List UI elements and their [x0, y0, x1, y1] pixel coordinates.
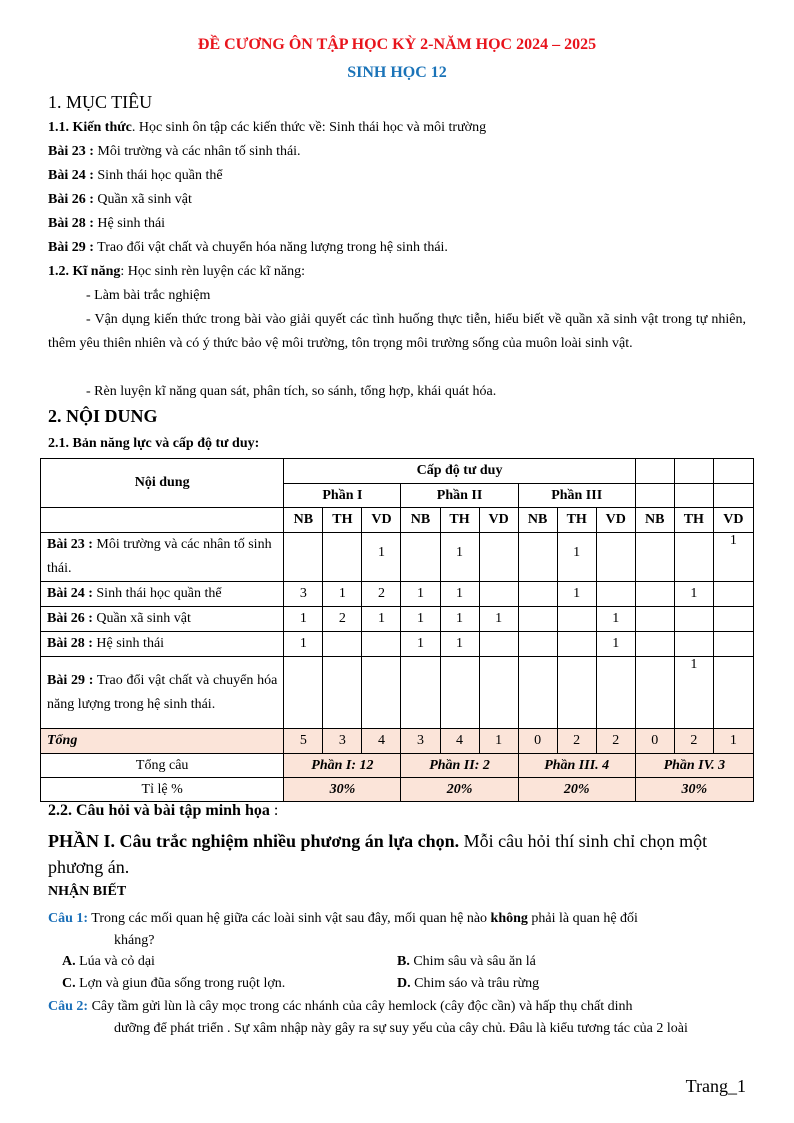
question-text: phải là quan hệ đối [527, 911, 638, 926]
total-cell: 2 [596, 729, 635, 754]
part-title: PHẦN I. Câu trắc nghiệm nhiều phương án lựa chọn. [48, 831, 460, 851]
total-cell: 3 [323, 729, 362, 754]
question-text: Trong các mối quan hệ giữa các loài sinh vật sau đây, mối quan hệ nào [88, 911, 491, 926]
table-cell: 3 [284, 582, 323, 607]
total-cell: 1 [713, 729, 753, 754]
lesson-text: Hệ sinh thái [93, 216, 166, 231]
document-title: ĐỀ CƯƠNG ÔN TẬP HỌC KỲ 2-NĂM HỌC 2024 – 2025 [197, 36, 597, 53]
level-header: NB [518, 508, 557, 533]
option-c[interactable] [62, 976, 285, 992]
table-cell: 1 [713, 533, 753, 582]
part-count: Phần I: 12 [284, 754, 401, 778]
table-cell [713, 632, 753, 657]
total-label: Tổng [41, 729, 284, 754]
lesson-text: Sinh thái học quần thể [93, 168, 223, 183]
skill-item: - Vận dụng kiến thức trong bài vào giải quyết các tình huống thực tiễn, hiểu biết về quần xã sinh vật trong tự nhiên, thêm yêu thiên nhiên và có ý thức bảo vệ môi trường, tôn trọng môi trường sống của muôn loài sinh vật. [48, 312, 746, 351]
lesson-label: Bài 28 : [48, 216, 94, 231]
skills-line [48, 264, 305, 280]
section-1-heading: 1. MỤC TIÊU [48, 92, 153, 112]
table-cell [674, 607, 713, 632]
question-number: Câu 1: [48, 911, 89, 926]
lesson-line [48, 192, 192, 208]
level-label: NHẬN BIẾT [48, 884, 127, 899]
table-cell: 1 [401, 632, 440, 657]
question-number: Câu 2: [48, 999, 89, 1014]
table-cell [362, 657, 401, 729]
table-cell: 2 [323, 607, 362, 632]
table-cell: 1 [362, 533, 401, 582]
lesson-label: Bài 28 : [47, 636, 93, 651]
header-content: Nội dung [41, 459, 284, 508]
count-label: Tổng câu [41, 754, 284, 778]
part-count: Phần III. 4 [518, 754, 635, 778]
table-cell: 1 [557, 582, 596, 607]
table-cell [518, 533, 557, 582]
lesson-line [48, 168, 223, 184]
table-cell [41, 508, 284, 533]
lesson-label: Bài 24 : [47, 586, 93, 601]
table-cell: 1 [401, 582, 440, 607]
part-instruction: Mỗi câu hỏi thí sinh chỉ chọn một phương án. [48, 831, 708, 877]
table-cell: 1 [596, 607, 635, 632]
table-cell: 1 [596, 632, 635, 657]
part-ratio: 30% [635, 778, 753, 802]
lesson-label: Bài 24 : [48, 168, 94, 183]
total-cell: 1 [479, 729, 518, 754]
table-cell [674, 632, 713, 657]
table-cell: 1 [557, 533, 596, 582]
table-cell: 1 [479, 607, 518, 632]
lesson-label: Bài 29 : [47, 672, 94, 688]
table-cell [674, 459, 713, 484]
question-continuation: kháng? [114, 933, 155, 948]
total-cell: 2 [674, 729, 713, 754]
knowledge-text: . Học sinh ôn tập các kiến thức về: Sinh thái học và môi trường [131, 120, 487, 135]
header-part: Phần III [518, 484, 635, 508]
total-cell: 4 [362, 729, 401, 754]
table-cell [713, 459, 753, 484]
skills-text: : Học sinh rèn luyện các kĩ năng: [120, 264, 306, 279]
table-cell: 1 [440, 607, 479, 632]
table-cell [713, 582, 753, 607]
option-text: Chim sâu và sâu ăn lá [409, 954, 536, 969]
header-part: Phần I [284, 484, 401, 508]
table-cell [596, 657, 635, 729]
option-d[interactable] [397, 976, 539, 992]
table-cell [401, 657, 440, 729]
level-header: TH [440, 508, 479, 533]
lesson-text: Môi trường và các nhân tố sinh thái. [47, 537, 272, 576]
knowledge-line [48, 120, 486, 136]
section-2-heading: 2. NỘI DUNG [48, 406, 158, 426]
table-cell [479, 657, 518, 729]
table-cell [557, 607, 596, 632]
table-cell [323, 657, 362, 729]
table-cell [674, 533, 713, 582]
part-ratio: 30% [284, 778, 401, 802]
lesson-line [48, 216, 165, 232]
option-text: Lúa và cỏ dại [75, 954, 155, 969]
lesson-label: Bài 23 : [48, 144, 94, 159]
question-text: Cây tầm gửi lùn là cây mọc trong các nhánh của cây hemlock (cây độc cần) và hấp thụ chất dinh [88, 999, 633, 1014]
table-cell: 1 [284, 632, 323, 657]
lesson-label: Bài 23 : [47, 537, 93, 552]
lesson-label: Bài 29 : [48, 240, 94, 255]
table-cell: 2 [362, 582, 401, 607]
table-cell [635, 459, 674, 484]
skills-label: 1.2. Kĩ năng [48, 264, 121, 279]
lesson-text: Môi trường và các nhân tố sinh thái. [93, 144, 301, 159]
level-header: VD [713, 508, 753, 533]
level-header: NB [401, 508, 440, 533]
row-label [41, 582, 284, 607]
table-cell [713, 484, 753, 508]
option-text: Chim sáo và trâu rừng [410, 976, 540, 991]
table-cell: 1 [323, 582, 362, 607]
part-ratio: 20% [518, 778, 635, 802]
table-cell [518, 632, 557, 657]
table-cell: 1 [284, 607, 323, 632]
option-b[interactable] [397, 954, 536, 970]
lesson-text: Trao đổi vật chất và chuyển hóa năng lượng trong hệ sinh thái. [47, 672, 278, 712]
row-label [41, 632, 284, 657]
table-cell [635, 607, 674, 632]
level-header: NB [635, 508, 674, 533]
table-cell: 1 [440, 582, 479, 607]
table-cell [635, 582, 674, 607]
competency-table [40, 458, 754, 802]
table-cell [440, 657, 479, 729]
question-1 [48, 908, 746, 952]
option-text: Lợn và giun đũa sống trong ruột lợn. [75, 976, 286, 991]
total-cell: 3 [401, 729, 440, 754]
header-level: Cấp độ tư duy [284, 459, 635, 484]
table-cell [635, 632, 674, 657]
option-key: B. [397, 954, 410, 969]
lesson-label: Bài 26 : [48, 192, 94, 207]
total-cell: 2 [557, 729, 596, 754]
header-part: Phần II [401, 484, 518, 508]
level-header: NB [284, 508, 323, 533]
lesson-text: Quần xã sinh vật [93, 192, 192, 207]
table-cell [713, 657, 753, 729]
question-2 [48, 996, 746, 1040]
table-cell: 1 [362, 607, 401, 632]
table-cell: 1 [674, 657, 713, 729]
part-count: Phần IV. 3 [635, 754, 753, 778]
level-header: TH [674, 508, 713, 533]
total-cell: 5 [284, 729, 323, 754]
table-cell [635, 484, 674, 508]
table-cell [518, 582, 557, 607]
table-cell [284, 533, 323, 582]
option-a[interactable] [62, 954, 155, 970]
table-cell [557, 657, 596, 729]
lesson-text: Trao đổi vật chất và chuyển hóa năng lượng trong hệ sinh thái. [93, 240, 448, 255]
section-2-2-heading [48, 802, 278, 820]
page-number: Trang_1 [685, 1076, 746, 1096]
table-cell [518, 607, 557, 632]
table-cell: 1 [401, 607, 440, 632]
table-cell [557, 632, 596, 657]
table-cell: 1 [674, 582, 713, 607]
row-label [41, 533, 284, 582]
table-cell [362, 632, 401, 657]
part-1-heading [48, 828, 746, 880]
table-cell [596, 582, 635, 607]
table-cell [518, 657, 557, 729]
table-cell [635, 657, 674, 729]
table-cell: 1 [440, 533, 479, 582]
subsection-suffix: : [269, 802, 279, 819]
total-cell: 0 [635, 729, 674, 754]
question-continuation: dưỡng để phát triển . Sự xâm nhập này gây ra sự suy yếu của cây chủ. Đâu là kiểu tương tác của 2 loài [114, 1021, 688, 1036]
knowledge-label: 1.1. Kiến thức [48, 120, 132, 135]
lesson-text: Sinh thái học quần thể [92, 586, 222, 601]
document-subject: SINH HỌC 12 [347, 64, 447, 81]
ratio-label: Tỉ lệ % [41, 778, 284, 802]
skill-item: - Rèn luyện kĩ năng quan sát, phân tích, so sánh, tổng hợp, khái quát hóa. [86, 384, 497, 399]
level-header: VD [596, 508, 635, 533]
row-label [41, 657, 284, 729]
level-header: TH [323, 508, 362, 533]
total-cell: 0 [518, 729, 557, 754]
total-cell: 4 [440, 729, 479, 754]
row-label [41, 607, 284, 632]
table-caption: 2.1. Bản năng lực và cấp độ tư duy: [48, 436, 260, 451]
lesson-line [48, 240, 448, 256]
table-cell [323, 533, 362, 582]
table-cell [674, 484, 713, 508]
level-header: VD [479, 508, 518, 533]
lesson-text: Quần xã sinh vật [92, 611, 191, 626]
table-cell [284, 657, 323, 729]
part-count: Phần II: 2 [401, 754, 518, 778]
table-cell [635, 533, 674, 582]
option-key: D. [397, 976, 411, 991]
table-cell [323, 632, 362, 657]
lesson-text: Hệ sinh thái [92, 636, 165, 651]
table-cell [479, 582, 518, 607]
table-cell [479, 533, 518, 582]
level-header: VD [362, 508, 401, 533]
question-emphasis: không [490, 911, 528, 926]
option-key: C. [62, 976, 76, 991]
table-cell [479, 632, 518, 657]
option-key: A. [62, 954, 76, 969]
table-cell [713, 607, 753, 632]
table-cell [401, 533, 440, 582]
level-header: TH [557, 508, 596, 533]
table-cell [596, 533, 635, 582]
table-cell: 1 [440, 632, 479, 657]
subsection-title: 2.2. Câu hỏi và bài tập minh họa [48, 802, 270, 819]
skill-item: - Làm bài trắc nghiệm [86, 288, 211, 303]
lesson-line [48, 144, 301, 160]
part-ratio: 20% [401, 778, 518, 802]
lesson-label: Bài 26 : [47, 611, 93, 626]
